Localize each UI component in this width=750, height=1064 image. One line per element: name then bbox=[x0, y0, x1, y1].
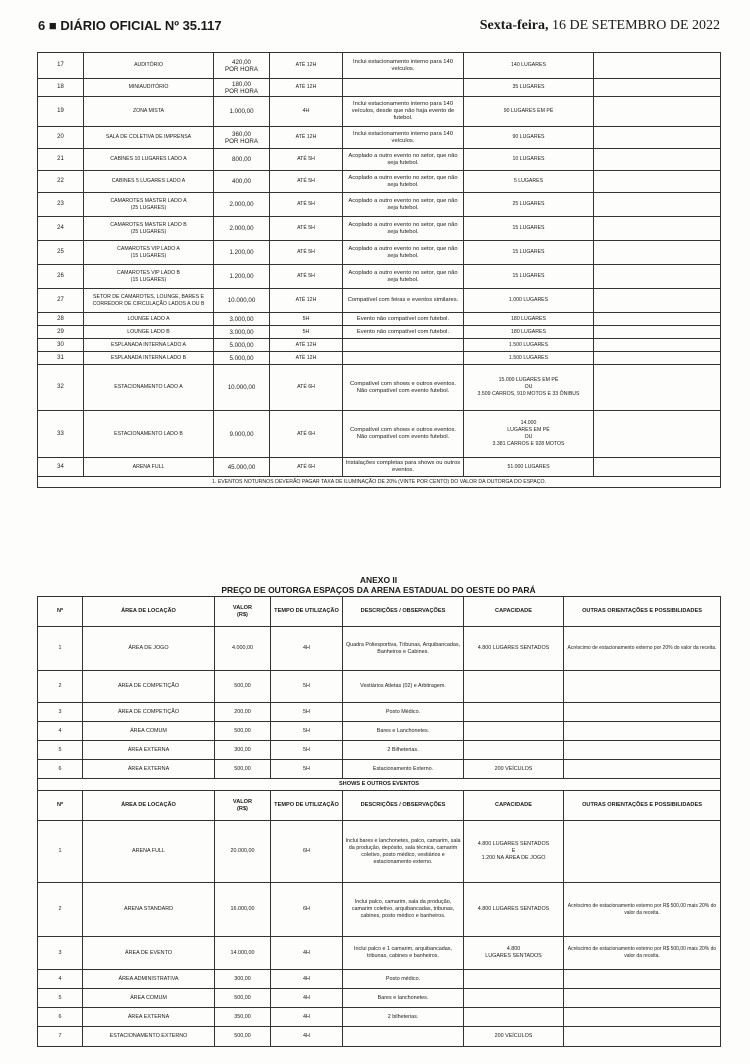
other-guidance-cell bbox=[594, 352, 721, 365]
time-cell: ATÉ 5H bbox=[270, 171, 343, 193]
value-cell: 10.000,00 bbox=[214, 289, 270, 313]
row-number: 28 bbox=[38, 313, 84, 326]
row-number: 4 bbox=[38, 970, 83, 989]
other-guidance-cell bbox=[564, 821, 721, 883]
time-cell: ATÉ 12H bbox=[270, 53, 343, 79]
table-row bbox=[38, 171, 721, 193]
time-cell: 5H bbox=[271, 703, 343, 722]
value-cell: 180,00 POR HORA bbox=[214, 79, 270, 97]
value-cell: 500,00 bbox=[215, 760, 271, 779]
value-cell: 16.000,00 bbox=[215, 883, 271, 937]
row-number: 25 bbox=[38, 241, 84, 265]
time-cell: ATÉ 6H bbox=[270, 411, 343, 458]
area-cell: MINIAUDITÓRIO bbox=[84, 79, 214, 97]
capacity-cell bbox=[464, 722, 564, 741]
capacity-cell: 180 LUGARES bbox=[464, 326, 594, 339]
description-cell: Inclui estacionamento interno para 140 veículos. bbox=[343, 53, 464, 79]
description-cell: Evento não compatível com futebol. bbox=[343, 326, 464, 339]
column-header: TEMPO DE UTILIZAÇÃO bbox=[271, 597, 343, 627]
other-guidance-cell bbox=[594, 365, 721, 411]
description-cell: Acoplado a outro evento no setor, que não seja futebol. bbox=[343, 149, 464, 171]
row-number: 26 bbox=[38, 265, 84, 289]
area-cell: CAMAROTES MASTER LADO B (25 LUGARES) bbox=[84, 217, 214, 241]
header-right bbox=[480, 18, 720, 34]
table-row bbox=[38, 989, 721, 1008]
other-guidance-cell bbox=[564, 741, 721, 760]
description-cell: Quadra Poliesportiva, Tribunas, Arquibancadas, Banheiros e Cabines. bbox=[343, 627, 464, 671]
row-number: 24 bbox=[38, 217, 84, 241]
table-row bbox=[38, 722, 721, 741]
capacity-cell bbox=[464, 703, 564, 722]
annex-title: ANEXO II bbox=[359, 575, 398, 585]
annex-ii-price-table bbox=[37, 596, 721, 1047]
description-cell bbox=[343, 352, 464, 365]
row-number: 23 bbox=[38, 193, 84, 217]
area-cell: ÁREA ADMINISTRATIVA bbox=[83, 970, 215, 989]
other-guidance-cell bbox=[594, 97, 721, 127]
capacity-cell bbox=[464, 989, 564, 1008]
other-guidance-cell bbox=[594, 411, 721, 458]
table-row bbox=[38, 627, 721, 671]
table-row bbox=[38, 671, 721, 703]
other-guidance-cell bbox=[594, 53, 721, 79]
value-cell: 20.000,00 bbox=[215, 821, 271, 883]
column-header: Nº bbox=[38, 597, 83, 627]
area-cell: SALA DE COLETIVA DE IMPRENSA bbox=[84, 127, 214, 149]
capacity-cell: 1.000 LUGARES bbox=[464, 289, 594, 313]
description-cell: Vestiários Atletas (02) e Arbitragem. bbox=[343, 671, 464, 703]
table-row bbox=[38, 703, 721, 722]
table-row bbox=[38, 821, 721, 883]
capacity-cell: 5 LUGARES bbox=[464, 171, 594, 193]
description-cell: Bares e Lanchonetes. bbox=[343, 722, 464, 741]
time-cell: ATÉ 5H bbox=[270, 265, 343, 289]
row-number: 6 bbox=[38, 1008, 83, 1027]
area-cell: ESPLANADA INTERNA LADO B bbox=[84, 352, 214, 365]
area-cell: AUDITÓRIO bbox=[84, 53, 214, 79]
other-guidance-cell bbox=[594, 458, 721, 477]
column-header: CAPACIDADE bbox=[464, 597, 564, 627]
capacity-cell: 51.000 LUGARES bbox=[464, 458, 594, 477]
area-cell: CABINES 10 LUGARES LADO A bbox=[84, 149, 214, 171]
time-cell: ATÉ 12H bbox=[270, 339, 343, 352]
value-cell: 360,00 POR HORA bbox=[214, 127, 270, 149]
value-cell: 800,00 bbox=[214, 149, 270, 171]
row-number: 2 bbox=[38, 671, 83, 703]
description-cell: Compatível com shows e outros eventos. Não compatível com evento futebol. bbox=[343, 411, 464, 458]
value-cell: 500,00 bbox=[215, 722, 271, 741]
table-row bbox=[38, 149, 721, 171]
row-number: 18 bbox=[38, 79, 84, 97]
other-guidance-cell: Acréscimo de estacionamento externo por R$ 500,00 mais 20% do valor da receita. bbox=[564, 937, 721, 970]
column-header: TEMPO DE UTILIZAÇÃO bbox=[271, 791, 343, 821]
capacity-cell: 25 LUGARES bbox=[464, 193, 594, 217]
capacity-cell: 14.000 LUGARES EM PÉ OU 3.381 CARROS E 928 MOTOS bbox=[464, 411, 594, 458]
header-left bbox=[38, 18, 222, 33]
value-cell: 500,00 bbox=[215, 989, 271, 1008]
capacity-cell: 140 LUGARES bbox=[464, 53, 594, 79]
description-cell: Acoplado a outro evento no setor, que não seja futebol. bbox=[343, 241, 464, 265]
time-cell: 4H bbox=[271, 1008, 343, 1027]
other-guidance-cell bbox=[564, 989, 721, 1008]
annex-subtitle: PREÇO DE OUTORGA ESPAÇOS DA ARENA ESTADUAL DO OESTE DO PARÁ bbox=[221, 585, 536, 595]
description-cell: Inclui estacionamento interno para 140 veículos, desde que não haja evento de futebol. bbox=[343, 97, 464, 127]
value-cell: 1.000,00 bbox=[214, 97, 270, 127]
spaces-price-table-continued bbox=[37, 52, 721, 488]
description-cell: Compatível com shows e outros eventos. Não compatível com evento futebol. bbox=[343, 365, 464, 411]
other-guidance-cell bbox=[594, 326, 721, 339]
row-number: 4 bbox=[38, 722, 83, 741]
column-header: VALOR (R$) bbox=[215, 791, 271, 821]
time-cell: 4H bbox=[271, 937, 343, 970]
other-guidance-cell bbox=[594, 171, 721, 193]
time-cell: ATÉ 5H bbox=[270, 193, 343, 217]
row-number: 29 bbox=[38, 326, 84, 339]
page-number: 6 bbox=[38, 18, 46, 33]
row-number: 21 bbox=[38, 149, 84, 171]
time-cell: ATÉ 12H bbox=[270, 289, 343, 313]
table-row bbox=[38, 217, 721, 241]
time-cell: ATÉ 6H bbox=[270, 458, 343, 477]
row-number: 20 bbox=[38, 127, 84, 149]
description-cell: 2 bilheterias. bbox=[343, 1008, 464, 1027]
column-header: OUTRAS ORIENTAÇÕES E POSSIBILIDADES bbox=[564, 597, 721, 627]
capacity-cell: 200 VEÍCULOS bbox=[464, 1027, 564, 1047]
other-guidance-cell bbox=[594, 313, 721, 326]
table-row bbox=[38, 289, 721, 313]
time-cell: ATÉ 12H bbox=[270, 79, 343, 97]
description-cell: Estacionamento Externo. bbox=[343, 760, 464, 779]
value-cell: 3.000,00 bbox=[214, 326, 270, 339]
time-cell: 6H bbox=[271, 821, 343, 883]
area-cell: CAMAROTES VIP LADO B (15 LUGARES) bbox=[84, 265, 214, 289]
row-number: 3 bbox=[38, 937, 83, 970]
time-cell: 5H bbox=[271, 741, 343, 760]
area-cell: LOUNGE LADO A bbox=[84, 313, 214, 326]
value-cell: 500,00 bbox=[215, 671, 271, 703]
area-cell: ESTACIONAMENTO LADO B bbox=[84, 411, 214, 458]
value-cell: 2.000,00 bbox=[214, 193, 270, 217]
section-row bbox=[38, 779, 721, 791]
time-cell: ATÉ 6H bbox=[270, 365, 343, 411]
table-row bbox=[38, 313, 721, 326]
column-header: ÁREA DE LOCAÇÃO bbox=[83, 791, 215, 821]
table-row bbox=[38, 458, 721, 477]
capacity-cell: 4.800 LUGARES SENTADOS E 1.200 NA ÁREA DE JOGO bbox=[464, 821, 564, 883]
area-cell: ARENA FULL bbox=[84, 458, 214, 477]
capacity-cell: 15 LUGARES bbox=[464, 241, 594, 265]
table-row bbox=[38, 193, 721, 217]
weekday: Sexta-feira, bbox=[479, 18, 549, 33]
area-cell: ÁREA DE COMPETIÇÃO bbox=[83, 671, 215, 703]
value-cell: 4.000,00 bbox=[215, 627, 271, 671]
value-cell: 5.000,00 bbox=[214, 352, 270, 365]
row-number: 33 bbox=[38, 411, 84, 458]
table-row bbox=[38, 411, 721, 458]
other-guidance-cell bbox=[594, 241, 721, 265]
table-row bbox=[38, 1008, 721, 1027]
capacity-cell: 4.800 LUGARES SENTADOS bbox=[464, 627, 564, 671]
table-row bbox=[38, 352, 721, 365]
capacity-cell bbox=[464, 671, 564, 703]
row-number: 31 bbox=[38, 352, 84, 365]
description-cell: Inclui bares e lanchonetes, palco, camarim, sala da produção, depósito, sala técnica, camarim coletivo, posto médico, vestiários e estacionamento externo. bbox=[343, 821, 464, 883]
description-cell: Posto médico. bbox=[343, 970, 464, 989]
other-guidance-cell bbox=[564, 722, 721, 741]
row-number: 7 bbox=[38, 1027, 83, 1047]
capacity-cell: 15 LUGARES bbox=[464, 265, 594, 289]
other-guidance-cell: Acréscimo de estacionamento externo por R$ 500,00 mais 20% do valor da receita. bbox=[564, 883, 721, 937]
row-number: 19 bbox=[38, 97, 84, 127]
publication-title: DIÁRIO OFICIAL Nº 35.117 bbox=[60, 18, 222, 33]
table-row bbox=[38, 79, 721, 97]
column-header: Nº bbox=[38, 791, 83, 821]
description-cell: Instalações completas para shows ou outros eventos. bbox=[343, 458, 464, 477]
area-cell: ZONA MISTA bbox=[84, 97, 214, 127]
table-row bbox=[38, 1027, 721, 1047]
row-number: 1 bbox=[38, 627, 83, 671]
other-guidance-cell bbox=[594, 127, 721, 149]
section-label: SHOWS E OUTROS EVENTOS bbox=[38, 779, 721, 791]
time-cell: ATÉ 5H bbox=[270, 149, 343, 171]
row-number: 30 bbox=[38, 339, 84, 352]
header-row bbox=[38, 791, 721, 821]
table-row bbox=[38, 241, 721, 265]
area-cell: ESTACIONAMENTO EXTERNO bbox=[83, 1027, 215, 1047]
table-row bbox=[38, 970, 721, 989]
other-guidance-cell bbox=[594, 149, 721, 171]
description-cell: Posto Médico. bbox=[343, 703, 464, 722]
footnote-row bbox=[38, 477, 721, 488]
area-cell: ÁREA EXTERNA bbox=[83, 1008, 215, 1027]
capacity-cell: 1.500 LUGARES bbox=[464, 352, 594, 365]
row-number: 27 bbox=[38, 289, 84, 313]
capacity-cell bbox=[464, 741, 564, 760]
capacity-cell: 90 LUGARES bbox=[464, 127, 594, 149]
time-cell: 5H bbox=[271, 671, 343, 703]
table-row bbox=[38, 97, 721, 127]
time-cell: 4H bbox=[271, 989, 343, 1008]
table-row bbox=[38, 53, 721, 79]
capacity-cell: 180 LUGARES bbox=[464, 313, 594, 326]
area-cell: ARENA FULL bbox=[83, 821, 215, 883]
area-cell: ESPLANADA INTERNA LADO A bbox=[84, 339, 214, 352]
description-cell: Bares e lanchonetes. bbox=[343, 989, 464, 1008]
capacity-cell: 200 VEÍCULOS bbox=[464, 760, 564, 779]
value-cell: 200,00 bbox=[215, 703, 271, 722]
table-row bbox=[38, 265, 721, 289]
capacity-cell: 1.500 LUGARES bbox=[464, 339, 594, 352]
other-guidance-cell bbox=[564, 1008, 721, 1027]
time-cell: 5H bbox=[270, 313, 343, 326]
value-cell: 300,00 bbox=[215, 741, 271, 760]
time-cell: ATÉ 5H bbox=[270, 241, 343, 265]
description-cell bbox=[343, 1027, 464, 1047]
description-cell: Inclui palco, camarim, sala da produção, camarim coletivo, arquibancadas, tribunas, cabines, posto médico e banheiros. bbox=[343, 883, 464, 937]
time-cell: 5H bbox=[270, 326, 343, 339]
other-guidance-cell bbox=[594, 339, 721, 352]
publication-date: 16 DE SETEMBRO DE 2022 bbox=[552, 18, 720, 33]
row-number: 22 bbox=[38, 171, 84, 193]
time-cell: 5H bbox=[271, 722, 343, 741]
area-cell: ÁREA COMUM bbox=[83, 989, 215, 1008]
header-row bbox=[38, 597, 721, 627]
column-header: ÁREA DE LOCAÇÃO bbox=[83, 597, 215, 627]
area-cell: CAMAROTES VIP LADO A (15 LUGARES) bbox=[84, 241, 214, 265]
other-guidance-cell bbox=[564, 671, 721, 703]
value-cell: 300,00 bbox=[215, 970, 271, 989]
description-cell: Acoplado a outro evento no setor, que não seja futebol. bbox=[343, 171, 464, 193]
page-header bbox=[0, 0, 750, 40]
capacity-cell: 35 LUGARES bbox=[464, 79, 594, 97]
time-cell: 4H bbox=[270, 97, 343, 127]
table-row bbox=[38, 365, 721, 411]
other-guidance-cell bbox=[594, 265, 721, 289]
area-cell: ÁREA EXTERNA bbox=[83, 760, 215, 779]
area-cell: CAMAROTES MASTER LADO A (25 LUGARES) bbox=[84, 193, 214, 217]
time-cell: 4H bbox=[271, 627, 343, 671]
capacity-cell: 90 LUGARES EM PÉ bbox=[464, 97, 594, 127]
capacity-cell: 15 LUGARES bbox=[464, 217, 594, 241]
other-guidance-cell bbox=[594, 79, 721, 97]
value-cell: 9.000,00 bbox=[214, 411, 270, 458]
value-cell: 1.200,00 bbox=[214, 241, 270, 265]
time-cell: 4H bbox=[271, 970, 343, 989]
description-cell: Acoplado a outro evento no setor, que não seja futebol. bbox=[343, 193, 464, 217]
description-cell: Acoplado a outro evento no setor, que não seja futebol. bbox=[343, 217, 464, 241]
other-guidance-cell bbox=[594, 289, 721, 313]
other-guidance-cell bbox=[564, 703, 721, 722]
capacity-cell: 10 LUGARES bbox=[464, 149, 594, 171]
time-cell: 4H bbox=[271, 1027, 343, 1047]
area-cell: ÁREA COMUM bbox=[83, 722, 215, 741]
area-cell: SETOR DE CAMAROTES, LOUNGE, BARES E CORREDOR DE CIRCULAÇÃO LADOS A OU B bbox=[84, 289, 214, 313]
value-cell: 14.000,00 bbox=[215, 937, 271, 970]
description-cell: Inclui palco e 1 camarim, arquibancadas, tribunas, cabines e banheiros. bbox=[343, 937, 464, 970]
row-number: 32 bbox=[38, 365, 84, 411]
footnote-text: 1. EVENTOS NOTURNOS DEVERÃO PAGAR TAXA DE ILUMINAÇÃO DE 20% (VINTE POR CENTO) DO VALOR DA OUTORGA DO ESPAÇO. bbox=[38, 477, 721, 488]
value-cell: 500,00 bbox=[215, 1027, 271, 1047]
row-number: 2 bbox=[38, 883, 83, 937]
value-cell: 350,00 bbox=[215, 1008, 271, 1027]
annex-title-block bbox=[37, 575, 720, 595]
row-number: 3 bbox=[38, 703, 83, 722]
other-guidance-cell: Acréscimo de estacionamento externo por 20% do valor da receita. bbox=[564, 627, 721, 671]
area-cell: ARENA STANDARD bbox=[83, 883, 215, 937]
area-cell: ÁREA DE COMPETIÇÃO bbox=[83, 703, 215, 722]
value-cell: 400,00 bbox=[214, 171, 270, 193]
row-number: 6 bbox=[38, 760, 83, 779]
area-cell: LOUNGE LADO B bbox=[84, 326, 214, 339]
row-number: 1 bbox=[38, 821, 83, 883]
column-header: OUTRAS ORIENTAÇÕES E POSSIBILIDADES bbox=[564, 791, 721, 821]
value-cell: 45.000,00 bbox=[214, 458, 270, 477]
row-number: 17 bbox=[38, 53, 84, 79]
row-number: 5 bbox=[38, 741, 83, 760]
other-guidance-cell bbox=[564, 760, 721, 779]
column-header: CAPACIDADE bbox=[464, 791, 564, 821]
value-cell: 5.000,00 bbox=[214, 339, 270, 352]
capacity-cell: 4.800 LUGARES SENTADOS bbox=[464, 937, 564, 970]
table-row bbox=[38, 883, 721, 937]
value-cell: 3.000,00 bbox=[214, 313, 270, 326]
table-row bbox=[38, 760, 721, 779]
description-cell: Acoplado a outro evento no setor, que não seja futebol. bbox=[343, 265, 464, 289]
area-cell: ÁREA DE JOGO bbox=[83, 627, 215, 671]
column-header: VALOR (R$) bbox=[215, 597, 271, 627]
description-cell bbox=[343, 79, 464, 97]
area-cell: ÁREA EXTERNA bbox=[83, 741, 215, 760]
value-cell: 1.200,00 bbox=[214, 265, 270, 289]
area-cell: ÁREA DE EVENTO bbox=[83, 937, 215, 970]
bullet-icon: ■ bbox=[48, 18, 57, 33]
column-header: DESCRIÇÕES / OBSERVAÇÕES bbox=[343, 791, 464, 821]
table-row bbox=[38, 741, 721, 760]
value-cell: 10.000,00 bbox=[214, 365, 270, 411]
value-cell: 420,00 POR HORA bbox=[214, 53, 270, 79]
table-row bbox=[38, 326, 721, 339]
description-cell: 2 Bilheterias. bbox=[343, 741, 464, 760]
capacity-cell bbox=[464, 1008, 564, 1027]
value-cell: 2.000,00 bbox=[214, 217, 270, 241]
capacity-cell bbox=[464, 970, 564, 989]
area-cell: ESTACIONAMENTO LADO A bbox=[84, 365, 214, 411]
description-cell: Evento não compatível com futebol. bbox=[343, 313, 464, 326]
time-cell: ATÉ 5H bbox=[270, 217, 343, 241]
row-number: 5 bbox=[38, 989, 83, 1008]
time-cell: 5H bbox=[271, 760, 343, 779]
table-row bbox=[38, 937, 721, 970]
description-cell bbox=[343, 339, 464, 352]
row-number: 34 bbox=[38, 458, 84, 477]
area-cell: CABINES 5 LUGARES LADO A bbox=[84, 171, 214, 193]
time-cell: 6H bbox=[271, 883, 343, 937]
time-cell: ATÉ 12H bbox=[270, 127, 343, 149]
other-guidance-cell bbox=[594, 217, 721, 241]
other-guidance-cell bbox=[564, 970, 721, 989]
description-cell: Compatível com feiras e eventos similares. bbox=[343, 289, 464, 313]
table-row bbox=[38, 127, 721, 149]
table-row bbox=[38, 339, 721, 352]
time-cell: ATÉ 12H bbox=[270, 352, 343, 365]
column-header: DESCRIÇÕES / OBSERVAÇÕES bbox=[343, 597, 464, 627]
description-cell: Inclui estacionamento interno para 140 veículos. bbox=[343, 127, 464, 149]
other-guidance-cell bbox=[594, 193, 721, 217]
other-guidance-cell bbox=[564, 1027, 721, 1047]
capacity-cell: 15.000 LUGARES EM PÉ OU 3.509 CARROS, 910 MOTOS E 33 ÔNIBUS bbox=[464, 365, 594, 411]
capacity-cell: 4.800 LUGARES SENTADOS bbox=[464, 883, 564, 937]
